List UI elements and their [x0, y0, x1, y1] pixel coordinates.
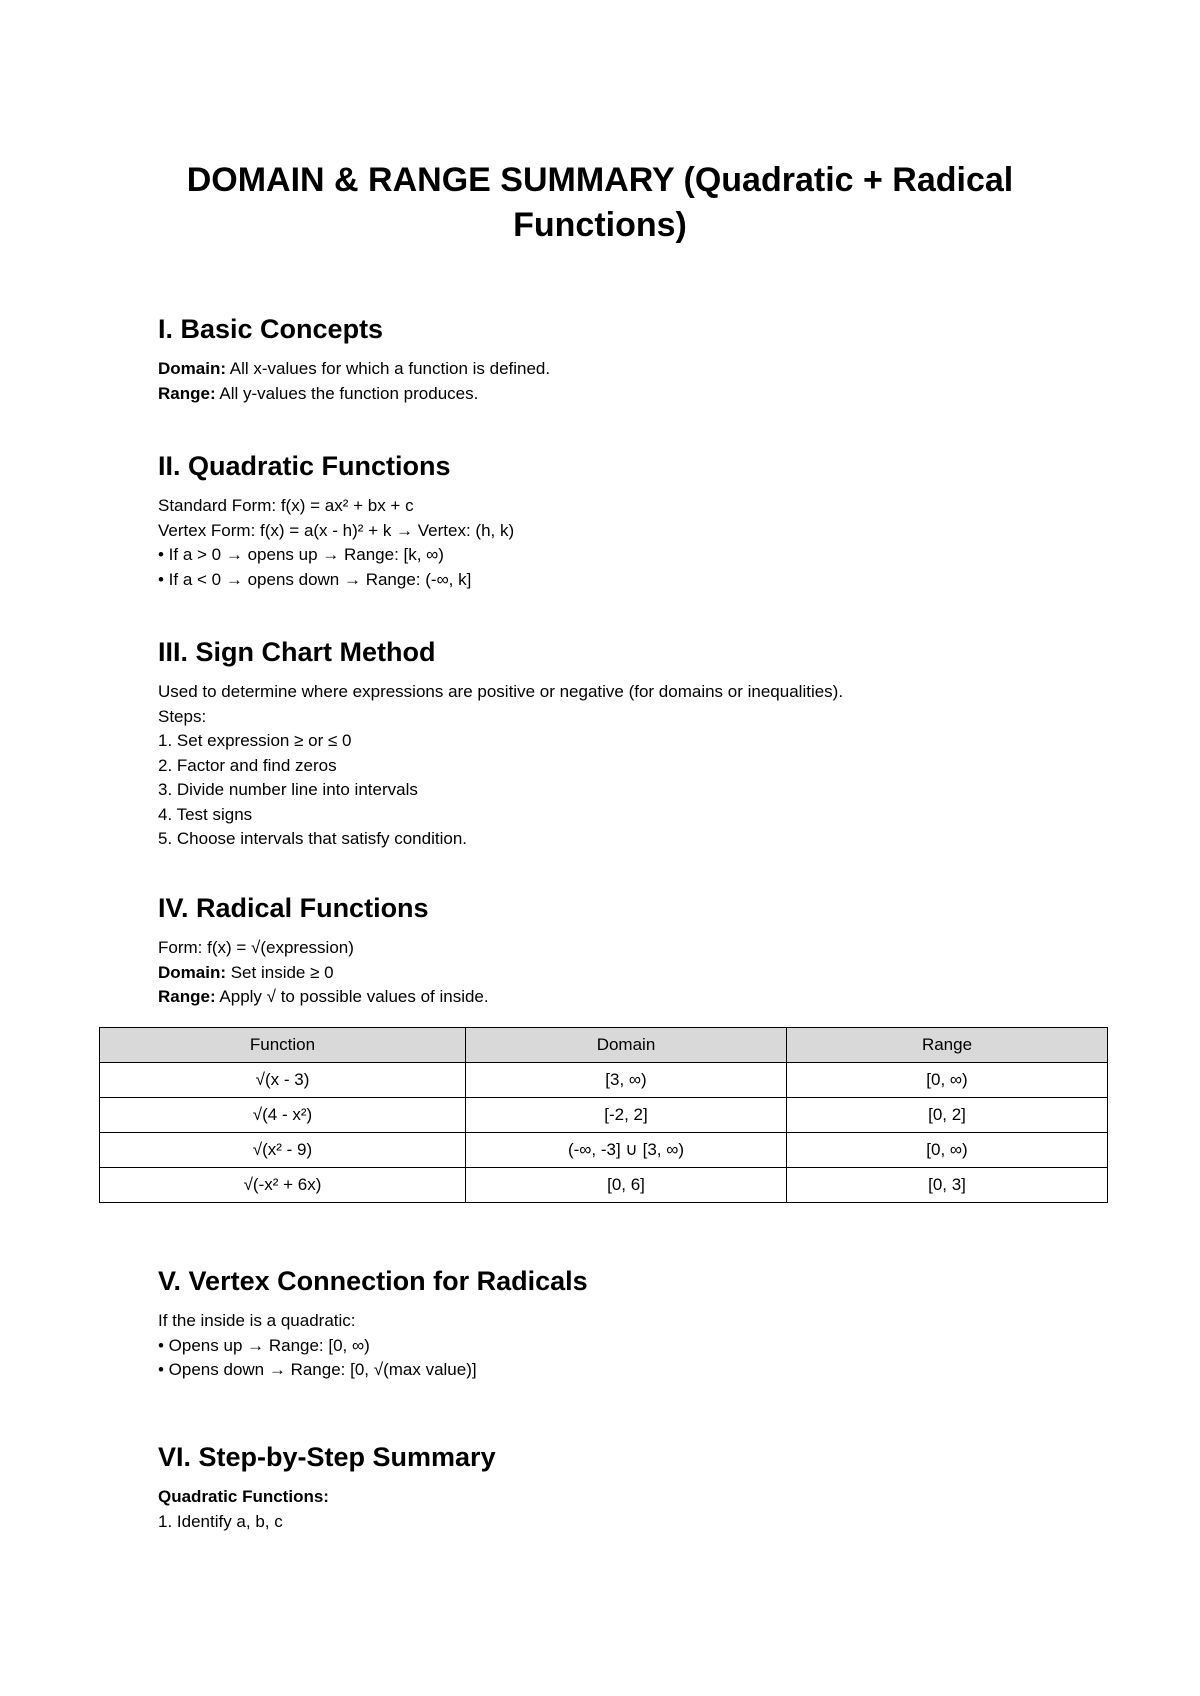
section-vertex-connection — [158, 1264, 1118, 1383]
text-line: 1. Identify a, b, c — [158, 1511, 283, 1531]
text-line: • If a < 0 → opens down → Range: (-∞, k] — [158, 569, 472, 589]
radical-range-line — [158, 985, 1118, 1010]
text-line: • If a > 0 → opens up → Range: [k, ∞) — [158, 545, 444, 564]
section-sign-chart-method — [158, 635, 1118, 852]
cell-range: [0, ∞) — [787, 1133, 1108, 1168]
text-line: Steps: — [158, 706, 207, 726]
domain-label: Domain: — [158, 359, 226, 378]
radical-table-container — [99, 1027, 1107, 1203]
section-radical-functions — [158, 891, 1118, 1010]
cell-range: [0, ∞) — [787, 1063, 1108, 1098]
section-basic-concepts — [158, 312, 1118, 406]
cell-range: [0, 2] — [787, 1098, 1108, 1133]
cell-function: √(x - 3) — [100, 1063, 466, 1098]
text-line: • Opens up → Range: [0, ∞) — [158, 1335, 370, 1355]
subheading-quadratic-functions: Quadratic Functions: — [158, 1487, 329, 1506]
domain-text: All x-values for which a function is defined. — [226, 359, 551, 378]
text-line: 5. Choose intervals that satisfy condition. — [158, 829, 467, 848]
column-header-function: Function — [100, 1028, 466, 1063]
range-text: All y-values the function produces. — [215, 383, 479, 403]
document-title: DOMAIN & RANGE SUMMARY (Quadratic + Radical Functions) — [186, 161, 1014, 244]
text-line: If the inside is a quadratic: — [158, 1311, 356, 1330]
cell-function: √(x² - 9) — [100, 1133, 466, 1168]
section-heading: I. Basic Concepts — [158, 314, 384, 344]
range-definition — [158, 382, 1118, 407]
range-label: Range: — [158, 383, 216, 403]
domain-label: Domain: — [158, 962, 226, 982]
section-step-by-step-summary — [158, 1440, 1118, 1534]
section-heading: VI. Step-by-Step Summary — [158, 1442, 496, 1472]
table-row — [100, 1133, 1108, 1168]
cell-domain: (-∞, -3] ∪ [3, ∞) — [466, 1133, 787, 1168]
radical-domain-line — [158, 961, 1118, 986]
form-line: Form: f(x) = √(expression) — [158, 938, 354, 957]
section-heading: IV. Radical Functions — [158, 893, 429, 923]
table-row — [100, 1168, 1108, 1203]
cell-range: [0, 3] — [787, 1168, 1108, 1203]
domain-range-table — [99, 1027, 1108, 1203]
column-header-range: Range — [787, 1028, 1108, 1063]
domain-text: Set inside ≥ 0 — [226, 962, 334, 982]
section-heading: II. Quadratic Functions — [158, 451, 451, 481]
domain-definition — [158, 357, 1118, 382]
text-line: Standard Form: f(x) = ax² + bx + c — [158, 496, 414, 515]
text-line: 4. Test signs — [158, 804, 253, 824]
cell-function: √(4 - x²) — [100, 1098, 466, 1133]
section-quadratic-functions — [158, 449, 1118, 592]
text-line: Vertex Form: f(x) = a(x - h)² + k → Vertex: (h, k) — [158, 520, 515, 540]
range-label: Range: — [158, 987, 216, 1006]
text-line: • Opens down → Range: [0, √(max value)] — [158, 1360, 477, 1379]
text-line: 3. Divide number line into intervals — [158, 780, 418, 799]
column-header-domain: Domain — [466, 1028, 787, 1063]
table-row — [100, 1098, 1108, 1133]
text-line: 2. Factor and find zeros — [158, 755, 337, 775]
range-text: Apply √ to possible values of inside. — [215, 987, 489, 1006]
cell-domain: [0, 6] — [466, 1168, 787, 1203]
text-line: 1. Set expression ≥ or ≤ 0 — [158, 731, 352, 750]
table-row — [100, 1063, 1108, 1098]
table-header-row — [100, 1028, 1108, 1063]
cell-domain: [-2, 2] — [466, 1098, 787, 1133]
text-line: Used to determine where expressions are positive or negative (for domains or inequalities). — [158, 682, 844, 701]
cell-domain: [3, ∞) — [466, 1063, 787, 1098]
section-heading: III. Sign Chart Method — [158, 637, 436, 667]
cell-function: √(-x² + 6x) — [100, 1168, 466, 1203]
section-heading: V. Vertex Connection for Radicals — [158, 1266, 588, 1296]
